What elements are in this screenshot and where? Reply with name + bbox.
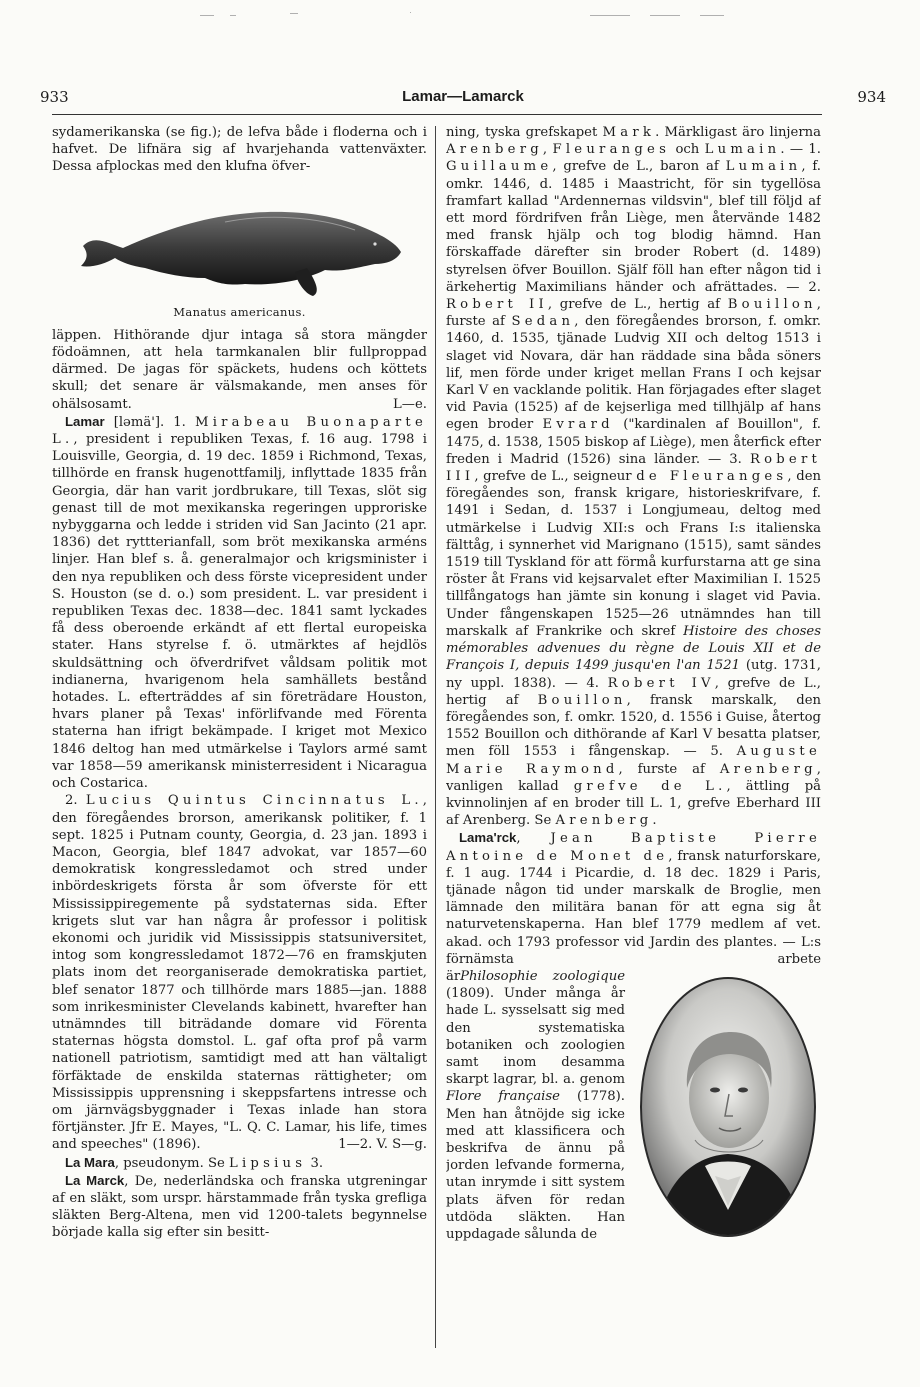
entry-text: 3. [310, 1155, 324, 1171]
left-column [52, 124, 427, 1352]
entry-la-marck-cont: ning, tyska grefskapet Mark. Märkligast äro linjerna Arenberg, Fleuranges och Lumain. — 1. Guillaume, grefve de L., baron af Lumain, f. omkr. 1446, d. 1485 i Maastricht, för sin tygellösa framfart kallad "Ardennernas vildsvin", blef till följd af ett mord fördrifven från Liège, men återvände 1482 med fransk hjälp och tog blodig hämnd. Han förskaffade därefter sin broder Robert (d. 1489) styrelsen öfver Bouillon. Själf föll han efter någon tid i ärkehertig Maximilians händer och afrättades. — 2. Robert II, grefve de L., hertig af Bouillon, furste af Sedan, den föregåendes brorson, f. omkr. 1460, d. 1535, tjänade Ludvig XII och deltog 1513 i slaget vid Novara, där han räddade sina båda söners lif, men förde under kriget mellan Frans I och kejsar Karl V en vacklande politik. Han förjagades efter slaget vid Pavia (1525) af de kejserliga med tillhjälp af hans egen broder Evrard ("kardinalen af Bouillon", f. 1475, d. 1538, 1505 biskop af Liège), men återfick efter freden i Madrid (1526) sina länder. — 3. Robert III, grefve de L., seigneur de Fleuranges, den föregåendes son, fransk krigare, historieskrifvare, f. 1491 i Sedan, d. 1537 i Longjumeau, deltog med utmärkelse i Ludvig XII:s och Frans I:s italienska fälttåg, i synnerhet vid Marignano (1515), samt sändes 1519 till Tyskland för att förmå kurfurstarna att ge sina röster åt Frans vid kejsarvalet efter Maximilian I. 1525 tillfångatogs han jämte sin konung i slaget vid Pavia. Under fångenskapen 1525—26 utnämndes han till marskalk af Frankrike och skref Histoire des choses mémorables advenues du règne de Louis XII et de François I, depuis 1499 jusqu'en l'an 1521 (utg. 1731, ny uppl. 1838). — 4. Robert IV, grefve de L., hertig af Bouillon, fransk marskalk, den föregåendes son, f. omkr. 1520, d. 1556 i Guise, återtog 1552 Bouillon och dithörande af Karl V besatta platser, men föll 1553 i fångenskap. — 5. Auguste Marie Raymond, furste af Arenberg, vanligen kallad grefve de L., ättling på kvinnolinjen af en broder till L. 1, grefve Eberhard III af Arenberg. Se Arenberg. [446, 125, 821, 829]
headword-la-marck: La Marck [65, 1172, 125, 1188]
manatee-text-cont [52, 327, 427, 413]
entry-number: 2. [65, 793, 78, 809]
page-number-left: 933 [40, 88, 69, 106]
page-header [40, 88, 886, 110]
book-title: Histoire des choses mémorables advenues du règne de Louis XII et de François I, depuis 1499 jusqu'en l'an 1521 [446, 623, 821, 674]
entry-text: , president i republiken Texas, f. 16 aug. 1798 i Louisville, Georgia, d. 19 dec. 1859 i Richmond, Texas, tillhörde en fransk hugenottfamilj, inflyttade 1835 från Georgia, där han varit jordbrukare, till Texas, slöt sig genast till de mot mexikanska regeringen upproriske nybyggarna och ledde i striden vid San Jacinto (21 apr. 1836) det ryttterianfall, som bröt mexikanska arméns linjer. Han blef s. å. generalmajor och krigsminister i den nya republiken och dess förste vicepresident under S. Houston (se d. o.) som president. L. var president i republiken Texas dec. 1838—dec. 1841 samt lyckades få dess oberoende erkändt af ett flertal europeiska stater. Hans styrelse f. ö. utmärktes af hejdlös skuldsättning och öfverdrifvet våldsam politik mot indianerna, hvarigenom hela samhällets bestånd hotades. L. efterträddes af sin företrädare Houston, hvars planer på Texas' införlifvande med Förenta staterna han ifrigt bekämpade. I kriget mot Mexico 1846 deltog han med utmärkelse i Taylors armé samt var 1858—59 amerikansk ministerresident i Nicaragua och Costarica. [52, 432, 427, 792]
person-name: Mirabeau Buonaparte L. [52, 414, 427, 448]
entry-text: , De, nederländska och franska utgreningar af en släkt, som urspr. härstammade från tyska grefliga släkten Berg-Altena, men vid 1200-talets begynnelse började kalla sig efter sin besitt- [52, 1173, 427, 1241]
entry-text: , pseudonym. Se [114, 1155, 225, 1171]
book-title: Flore française [446, 1089, 560, 1105]
header-rule [52, 114, 822, 115]
cross-reference: Lipsius [229, 1155, 307, 1171]
entry-lamar-2 [52, 792, 427, 1153]
entry-text: , den föregåendes brorson, amerikansk politiker, f. 1 sept. 1825 i Putnam county, Georgia, d. 23 jan. 1893 i Macon, Georgia, blef 1847 advokat, var 1857—60 demokratisk kongressledamot och stred under inbördeskrigets första år som öfverste för ett Mississippiregemente på sydstaternas sida. Efter krigets slut var han några år professor i politisk ekonomi och juridik vid Mississippis statsuniversitet, intog som kongressledamot 1872—76 en framskjuten plats inom det reorganiserade demokratiska partiet, blef senator 1877 och tillhörde mars 1885—jan. 1888 som inrikesminister Clevelands kabinett, hvarefter han utnämndes till biträdande domare vid Förenta staternas högsta domstol. L. gaf ofta prof på varm nationell patriotism, samtidigt med att han vältaligt förfäktade de enskilda staternas rättigheter; om Mississippis upprensning i skeppsfartens intresse och om järnvägsbyggnader i Texas inlade han stora förtjänster. Jfr E. Mayes, "L. Q. C. Lamar, his life, times and speeches" (1896). [52, 793, 427, 1153]
column-divider [435, 126, 436, 1348]
figure-caption: Manatus americanus. [173, 304, 306, 319]
entry-number: 1. [173, 414, 186, 430]
headword-la-mara: La Mara [65, 1154, 115, 1170]
portrait-illustration [635, 970, 821, 1244]
manatee-text-2: läppen. Hithörande djur intaga så stora mängder födoämnen, att hela tarmkanalen blir fullproppad därmed. De jagas för späckets, hudens och köttets skull; det senare är välsmakande, men anses för ohälsosamt. [52, 327, 427, 412]
entry-la-marck [52, 1172, 427, 1242]
headword-lamar: Lamar [65, 413, 105, 429]
author-signature: 1—2. V. S—g. [338, 1137, 427, 1153]
manatee-text: sydamerikanska (se fig.); de lefva både i floderna och i hafvet. De lifnära sig af hvarjehanda vattenväxter. Dessa afplockas med den klufna öfver- [52, 125, 427, 175]
scan-speckles [180, 10, 780, 18]
headword-lamarck: Lama'rck [459, 830, 517, 846]
manatee-illustration [75, 182, 405, 302]
right-column [446, 124, 821, 1352]
pronunciation: [ləmä']. [113, 414, 165, 430]
lamarck-portrait [635, 970, 821, 1244]
entry-lamar-1 [52, 413, 427, 792]
running-title: Lamar—Lamarck [402, 88, 524, 105]
book-title: Philosophie zoologique [460, 968, 625, 984]
person-name: Lucius Quintus Cincinnatus L. [85, 793, 423, 809]
person-name: Jean Baptiste Pierre Antoine de Monet de [446, 831, 821, 864]
manatee-figure [52, 182, 427, 321]
author-signature: L—e. [393, 396, 427, 412]
entry-lamarck: Lama'rck, Jean Baptiste Pierre Antoine de Monet de, fransk naturforskare, f. 1 aug. 1744 i Picardie, d. 18 dec. 1829 i Paris, tjänade någon tid under marskalk de Broglie, men lämnade den militära banan för att egna sig åt naturvetenskaperna. Han blef 1779 medlem af vet. akad. och 1793 professor vid Jardin des plantes. — L:s förnämsta arbete är Philosophie zoologique (1809). Under många år hade L. sysselsatt sig med den systematiska botaniken och zoologien samt inom desamma skarpt lagrar, bl. a. genom Flore française (1778). Men han åtnöjde sig icke med att klassificera och beskrifva de ännu på jorden lefvande formerna, utan inrymde i sitt system plats äfven för redan utdöda släkten. Han uppdagade sålunda de [446, 830, 821, 1242]
page-number-right: 934 [857, 88, 886, 106]
entry-la-mara [52, 1154, 427, 1172]
